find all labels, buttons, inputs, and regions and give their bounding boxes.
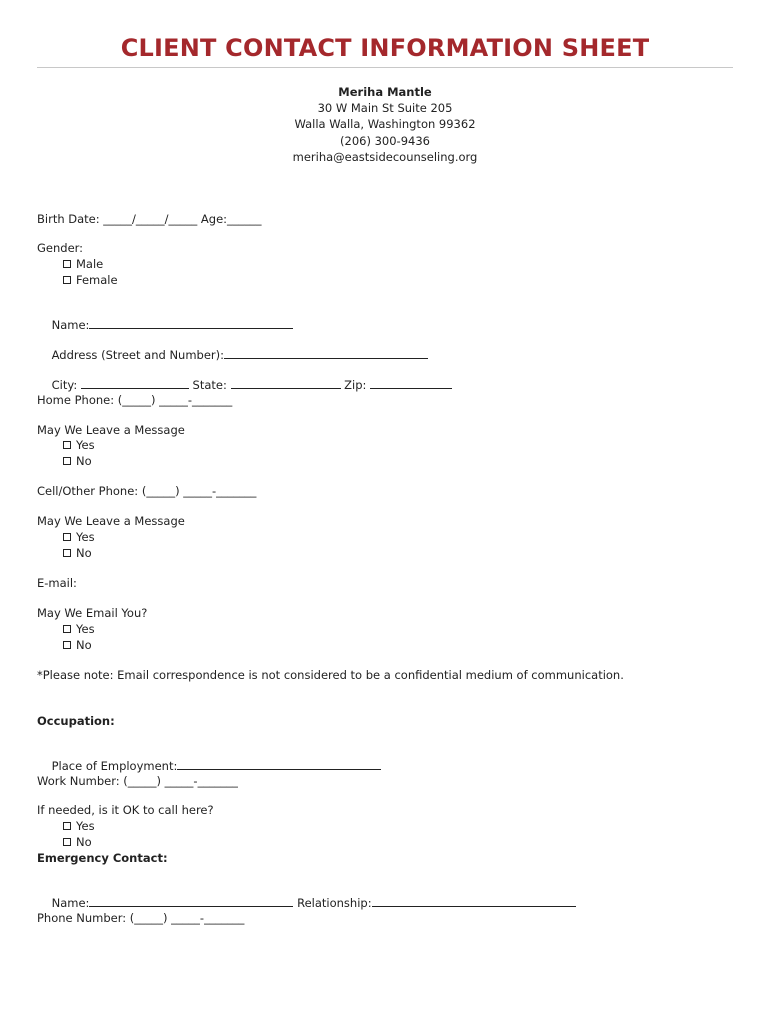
address-blank[interactable] <box>224 347 428 359</box>
name-blank[interactable] <box>89 317 293 329</box>
relationship-label: Relationship: <box>297 896 372 910</box>
email-field[interactable]: E-mail: <box>37 576 77 590</box>
relationship-blank[interactable] <box>372 895 576 907</box>
checkbox-icon[interactable] <box>63 641 71 649</box>
option-label: Yes <box>76 438 95 452</box>
emergency-name-label: Name: <box>51 896 90 910</box>
checkbox-icon[interactable] <box>63 457 71 465</box>
gender-option-male[interactable] <box>63 257 103 271</box>
may-email-yes[interactable] <box>63 622 95 636</box>
leave-message-cell-yes[interactable] <box>63 530 95 544</box>
employment-label: Place of Employment: <box>51 759 178 773</box>
name-label: Name: <box>51 318 90 332</box>
checkbox-icon[interactable] <box>63 260 71 268</box>
may-email-label: May We Email You? <box>37 606 148 620</box>
home-phone-field[interactable]: Home Phone: (_____) _____-_______ <box>37 393 233 407</box>
provider-city-state-zip: Walla Walla, Washington 99362 <box>294 117 476 132</box>
option-label: Male <box>76 257 104 271</box>
emergency-name-blank[interactable] <box>89 895 293 907</box>
option-label: Yes <box>76 530 95 544</box>
checkbox-icon[interactable] <box>63 441 71 449</box>
checkbox-icon[interactable] <box>63 822 71 830</box>
provider-phone: (206) 300-9436 <box>340 133 430 148</box>
leave-message-cell-no[interactable] <box>63 546 92 560</box>
option-label: Female <box>76 273 118 287</box>
checkbox-icon[interactable] <box>63 625 71 633</box>
option-label: No <box>76 546 92 560</box>
checkbox-icon[interactable] <box>63 276 71 284</box>
provider-name: Meriha Mantle <box>338 85 432 99</box>
zip-blank[interactable] <box>370 377 452 389</box>
state-blank[interactable] <box>231 377 341 389</box>
provider-email: meriha@eastsidecounseling.org <box>292 149 478 164</box>
city-blank[interactable] <box>81 377 189 389</box>
gender-option-female[interactable] <box>63 273 118 287</box>
option-label: No <box>76 835 92 849</box>
cell-phone-field[interactable]: Cell/Other Phone: (_____) _____-_______ <box>37 484 257 498</box>
ok-to-call-no[interactable] <box>63 835 92 849</box>
title-divider <box>37 67 733 68</box>
zip-label: Zip: <box>344 378 367 392</box>
leave-message-label-cell: May We Leave a Message <box>37 514 185 528</box>
emergency-heading: Emergency Contact: <box>37 851 168 865</box>
leave-message-home-no[interactable] <box>63 454 92 468</box>
option-label: No <box>76 638 92 652</box>
email-note: *Please note: Email correspondence is not considered to be a confidential medium of communication. <box>37 668 624 682</box>
employment-blank[interactable] <box>177 758 381 770</box>
checkbox-icon[interactable] <box>63 533 71 541</box>
gender-label: Gender: <box>37 241 84 255</box>
checkbox-icon[interactable] <box>63 549 71 557</box>
state-label: State: <box>192 378 227 392</box>
work-number-field[interactable]: Work Number: (_____) _____-_______ <box>37 774 238 788</box>
option-label: Yes <box>76 622 95 636</box>
address-label: Address (Street and Number): <box>51 348 225 362</box>
page-title: CLIENT CONTACT INFORMATION SHEET <box>120 34 650 62</box>
leave-message-home-yes[interactable] <box>63 438 95 452</box>
option-label: No <box>76 454 92 468</box>
provider-street: 30 W Main St Suite 205 <box>317 101 453 116</box>
emergency-phone-field[interactable]: Phone Number: (_____) _____-_______ <box>37 911 245 925</box>
provider-header <box>0 84 770 165</box>
occupation-heading: Occupation: <box>37 714 115 728</box>
ok-to-call-label: If needed, is it OK to call here? <box>37 803 214 817</box>
birth-date-field[interactable]: Birth Date: _____/_____/_____ Age:______ <box>37 212 262 226</box>
leave-message-label-home: May We Leave a Message <box>37 423 185 437</box>
ok-to-call-yes[interactable] <box>63 819 95 833</box>
checkbox-icon[interactable] <box>63 838 71 846</box>
city-label: City: <box>51 378 78 392</box>
option-label: Yes <box>76 819 95 833</box>
may-email-no[interactable] <box>63 638 92 652</box>
